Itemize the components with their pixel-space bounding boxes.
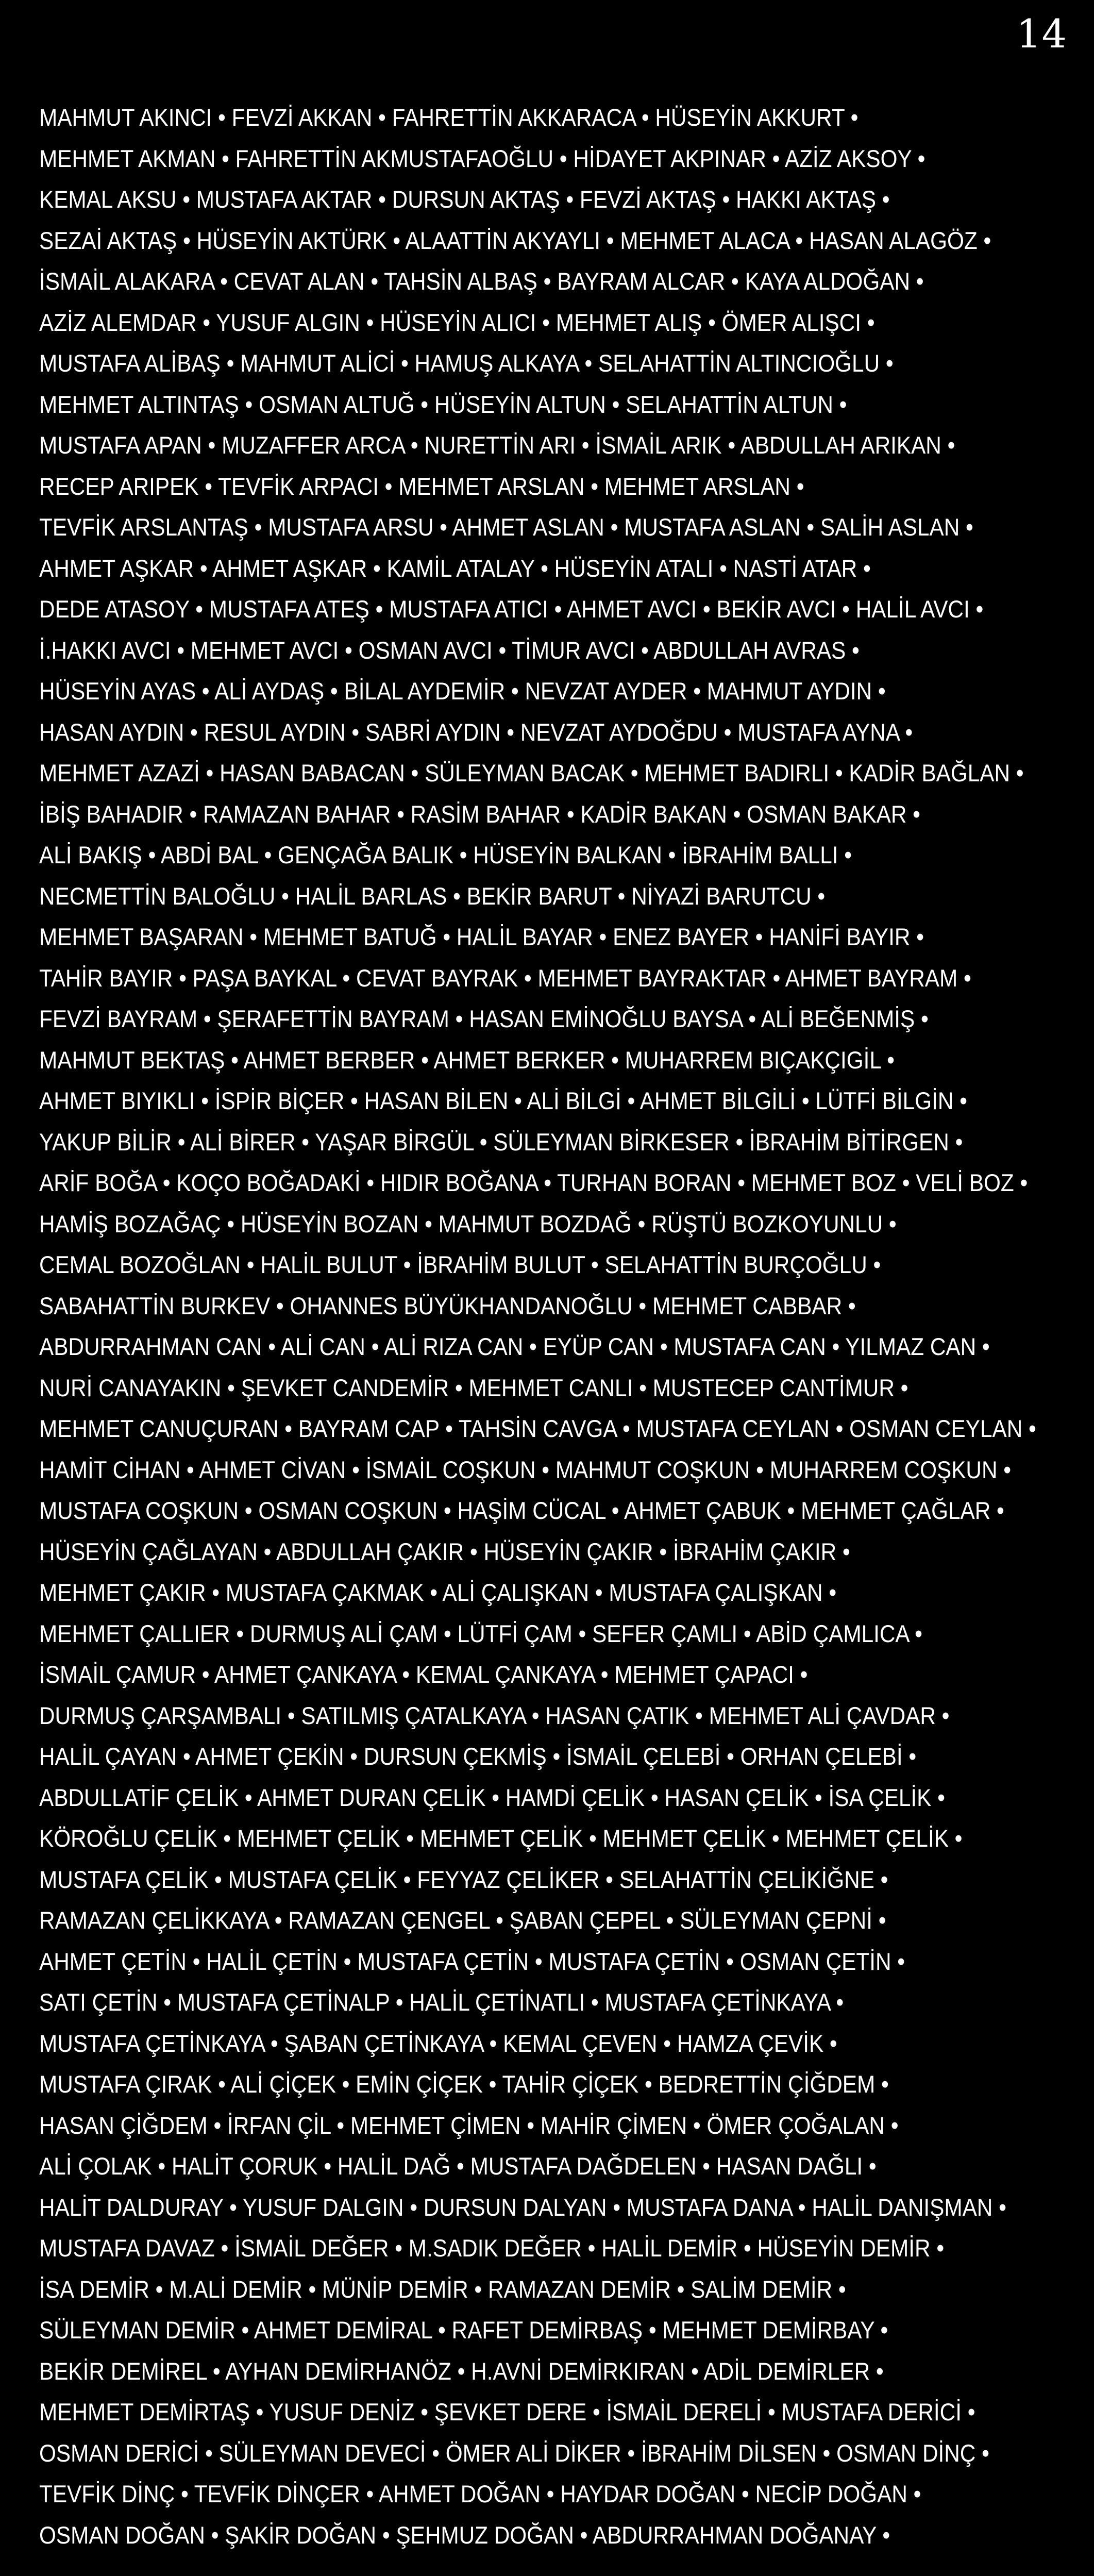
name-line: MEHMET CANUÇURAN • BAYRAM CAP • TAHSİN CAVGA • MUSTAFA CEYLAN • OSMAN CEYLAN • [39, 1415, 1036, 1442]
name-line: MUSTAFA APAN • MUZAFFER ARCA • NURETTİN ARI • İSMAİL ARIK • ABDULLAH ARIKAN • [39, 431, 955, 459]
name-line: MUSTAFA COŞKUN • OSMAN COŞKUN • HAŞİM CÜCAL • AHMET ÇABUK • MEHMET ÇAĞLAR • [39, 1497, 1004, 1524]
name-line: MEHMET ÇALLIER • DURMUŞ ALİ ÇAM • LÜTFİ ÇAM • SEFER ÇAMLI • ABİD ÇAMLICA • [39, 1619, 922, 1647]
name-line: MUSTAFA ÇIRAK • ALİ ÇİÇEK • EMİN ÇİÇEK • TAHİR ÇİÇEK • BEDRETTİN ÇİĞDEM • [39, 2070, 889, 2098]
name-line: RECEP ARIPEK • TEVFİK ARPACI • MEHMET ARSLAN • MEHMET ARSLAN • [39, 472, 804, 500]
name-line: TAHİR BAYIR • PAŞA BAYKAL • CEVAT BAYRAK • MEHMET BAYRAKTAR • AHMET BAYRAM • [39, 964, 971, 992]
name-line: MEHMET ALTINTAŞ • OSMAN ALTUĞ • HÜSEYİN ALTUN • SELAHATTİN ALTUN • [39, 390, 847, 418]
name-line: OSMAN DERİCİ • SÜLEYMAN DEVECİ • ÖMER ALİ DİKER • İBRAHİM DİLSEN • OSMAN DİNÇ • [39, 2439, 989, 2467]
name-line: MEHMET DEMİRTAŞ • YUSUF DENİZ • ŞEVKET DERE • İSMAİL DERELİ • MUSTAFA DERİCİ • [39, 2398, 975, 2426]
name-line: FEVZİ BAYRAM • ŞERAFETTİN BAYRAM • HASAN EMİNOĞLU BAYSA • ALİ BEĞENMİŞ • [39, 1005, 929, 1032]
name-line: SATI ÇETİN • MUSTAFA ÇETİNALP • HALİL ÇETİNATLI • MUSTAFA ÇETİNKAYA • [39, 1988, 844, 2016]
name-line: HÜSEYİN AYAS • ALİ AYDAŞ • BİLAL AYDEMİR • NEVZAT AYDER • MAHMUT AYDIN • [39, 677, 886, 705]
name-line: MAHMUT AKINCI • FEVZİ AKKAN • FAHRETTİN AKKARACA • HÜSEYİN AKKURT • [39, 104, 859, 131]
name-line: SEZAİ AKTAŞ • HÜSEYİN AKTÜRK • ALAATTİN AKYAYLI • MEHMET ALACA • HASAN ALAGÖZ • [39, 226, 991, 254]
name-line: HAMİT CİHAN • AHMET CİVAN • İSMAİL COŞKUN • MAHMUT COŞKUN • MUHARREM COŞKUN • [39, 1456, 1012, 1483]
name-line: MEHMET BAŞARAN • MEHMET BATUĞ • HALİL BAYAR • ENEZ BAYER • HANİFİ BAYIR • [39, 923, 924, 950]
name-line: BEKİR DEMİREL • AYHAN DEMİRHANÖZ • H.AVNİ DEMİRKIRAN • ADİL DEMİRLER • [39, 2357, 884, 2385]
name-line: MUSTAFA DAVAZ • İSMAİL DEĞER • M.SADIK DEĞER • HALİL DEMİR • HÜSEYİN DEMİR • [39, 2234, 945, 2262]
name-line: OSMAN DOĞAN • ŞAKİR DOĞAN • ŞEHMUZ DOĞAN • ABDURRAHMAN DOĞANAY • [39, 2521, 890, 2549]
name-line: YAKUP BİLİR • ALİ BİRER • YAŞAR BİRGÜL • SÜLEYMAN BİRKESER • İBRAHİM BİTİRGEN • [39, 1128, 963, 1156]
name-line: TEVFİK DİNÇ • TEVFİK DİNÇER • AHMET DOĞAN • HAYDAR DOĞAN • NECİP DOĞAN • [39, 2480, 921, 2507]
name-line: AHMET AŞKAR • AHMET AŞKAR • KAMİL ATALAY • HÜSEYİN ATALI • NASTİ ATAR • [39, 554, 871, 582]
name-line: SABAHATTİN BURKEV • OHANNES BÜYÜKHANDANOĞLU • MEHMET CABBAR • [39, 1292, 856, 1319]
name-line: HÜSEYİN ÇAĞLAYAN • ABDULLAH ÇAKIR • HÜSEYİN ÇAKIR • İBRAHİM ÇAKIR • [39, 1537, 850, 1565]
name-line: ABDURRAHMAN CAN • ALİ CAN • ALİ RIZA CAN • EYÜP CAN • MUSTAFA CAN • YILMAZ CAN • [39, 1333, 990, 1360]
name-line: NURİ CANAYAKIN • ŞEVKET CANDEMİR • MEHMET CANLI • MUSTECEP CANTİMUR • [39, 1374, 908, 1401]
name-list [39, 97, 1075, 2555]
name-line: AZİZ ALEMDAR • YUSUF ALGIN • HÜSEYİN ALICI • MEHMET ALIŞ • ÖMER ALIŞCI • [39, 308, 875, 336]
name-line: RAMAZAN ÇELİKKAYA • RAMAZAN ÇENGEL • ŞABAN ÇEPEL • SÜLEYMAN ÇEPNİ • [39, 1906, 886, 1934]
name-line: NECMETTİN BALOĞLU • HALİL BARLAS • BEKİR BARUT • NİYAZİ BARUTCU • [39, 882, 826, 910]
name-line: HASAN ÇİĞDEM • İRFAN ÇİL • MEHMET ÇİMEN • MAHİR ÇİMEN • ÖMER ÇOĞALAN • [39, 2111, 899, 2139]
name-line: MEHMET AZAZİ • HASAN BABACAN • SÜLEYMAN BACAK • MEHMET BADIRLI • KADİR BAĞLAN • [39, 759, 1024, 787]
name-line: İSMAİL ÇAMUR • AHMET ÇANKAYA • KEMAL ÇANKAYA • MEHMET ÇAPACI • [39, 1661, 808, 1688]
name-line: İ.HAKKI AVCI • MEHMET AVCI • OSMAN AVCI • TİMUR AVCI • ABDULLAH AVRAS • [39, 636, 860, 664]
name-line: AHMET BIYIKLI • İSPİR BİÇER • HASAN BİLEN • ALİ BİLGİ • AHMET BİLGİLİ • LÜTFİ BİLGİN • [39, 1087, 967, 1114]
name-line: HALİL ÇAYAN • AHMET ÇEKİN • DURSUN ÇEKMİŞ • İSMAİL ÇELEBİ • ORHAN ÇELEBİ • [39, 1743, 917, 1770]
name-line: MUSTAFA ALİBAŞ • MAHMUT ALİCİ • HAMUŞ ALKAYA • SELAHATTİN ALTINCIOĞLU • [39, 349, 894, 377]
name-line: MEHMET ÇAKIR • MUSTAFA ÇAKMAK • ALİ ÇALIŞKAN • MUSTAFA ÇALIŞKAN • [39, 1579, 837, 1606]
name-line: ARİF BOĞA • KOÇO BOĞADAKİ • HIDIR BOĞANA • TURHAN BORAN • MEHMET BOZ • VELİ BOZ • [39, 1169, 1028, 1196]
name-line: KÖROĞLU ÇELİK • MEHMET ÇELİK • MEHMET ÇELİK • MEHMET ÇELİK • MEHMET ÇELİK • [39, 1825, 963, 1852]
name-line: HALİT DALDURAY • YUSUF DALGIN • DURSUN DALYAN • MUSTAFA DANA • HALİL DANIŞMAN • [39, 2193, 1006, 2221]
name-line: MAHMUT BEKTAŞ • AHMET BERBER • AHMET BERKER • MUHARREM BIÇAKÇIGİL • [39, 1046, 895, 1074]
name-line: İSA DEMİR • M.ALİ DEMİR • MÜNİP DEMİR • RAMAZAN DEMİR • SALİM DEMİR • [39, 2275, 846, 2303]
name-line: CEMAL BOZOĞLAN • HALİL BULUT • İBRAHİM BULUT • SELAHATTİN BURÇOĞLU • [39, 1251, 881, 1278]
name-line: ALİ BAKIŞ • ABDİ BAL • GENÇAĞA BALIK • HÜSEYİN BALKAN • İBRAHİM BALLI • [39, 841, 852, 868]
name-line: ALİ ÇOLAK • HALİT ÇORUK • HALİL DAĞ • MUSTAFA DAĞDELEN • HASAN DAĞLI • [39, 2152, 877, 2180]
name-line: MUSTAFA ÇELİK • MUSTAFA ÇELİK • FEYYAZ ÇELİKER • SELAHATTİN ÇELİKİĞNE • [39, 1865, 888, 1893]
name-line: İSMAİL ALAKARA • CEVAT ALAN • TAHSİN ALBAŞ • BAYRAM ALCAR • KAYA ALDOĞAN • [39, 267, 924, 295]
name-line: DEDE ATASOY • MUSTAFA ATEŞ • MUSTAFA ATICI • AHMET AVCI • BEKİR AVCI • HALİL AVCI • [39, 595, 984, 623]
name-line: DURMUŞ ÇARŞAMBALI • SATILMIŞ ÇATALKAYA • HASAN ÇATIK • MEHMET ALİ ÇAVDAR • [39, 1701, 950, 1729]
name-line: HASAN AYDIN • RESUL AYDIN • SABRİ AYDIN • NEVZAT AYDOĞDU • MUSTAFA AYNA • [39, 718, 913, 746]
name-line: TEVFİK ARSLANTAŞ • MUSTAFA ARSU • AHMET ASLAN • MUSTAFA ASLAN • SALİH ASLAN • [39, 513, 973, 541]
name-line: ABDULLATİF ÇELİK • AHMET DURAN ÇELİK • HAMDİ ÇELİK • HASAN ÇELİK • İSA ÇELİK • [39, 1783, 945, 1811]
name-line: İBİŞ BAHADIR • RAMAZAN BAHAR • RASİM BAHAR • KADİR BAKAN • OSMAN BAKAR • [39, 800, 920, 828]
name-line: HAMİŞ BOZAĞAÇ • HÜSEYİN BOZAN • MAHMUT BOZDAĞ • RÜŞTÜ BOZKOYUNLU • [39, 1210, 897, 1237]
name-line: MUSTAFA ÇETİNKAYA • ŞABAN ÇETİNKAYA • KEMAL ÇEVEN • HAMZA ÇEVİK • [39, 2029, 837, 2057]
name-line: MEHMET AKMAN • FAHRETTİN AKMUSTAFAOĞLU • HİDAYET AKPINAR • AZİZ AKSOY • [39, 144, 925, 172]
name-line: SÜLEYMAN DEMİR • AHMET DEMİRAL • RAFET DEMİRBAŞ • MEHMET DEMİRBAY • [39, 2316, 888, 2344]
page-number: 14 [1016, 11, 1067, 57]
name-line: AHMET ÇETİN • HALİL ÇETİN • MUSTAFA ÇETİN • MUSTAFA ÇETİN • OSMAN ÇETİN • [39, 1947, 905, 1975]
name-line: KEMAL AKSU • MUSTAFA AKTAR • DURSUN AKTAŞ • FEVZİ AKTAŞ • HAKKI AKTAŞ • [39, 186, 890, 213]
